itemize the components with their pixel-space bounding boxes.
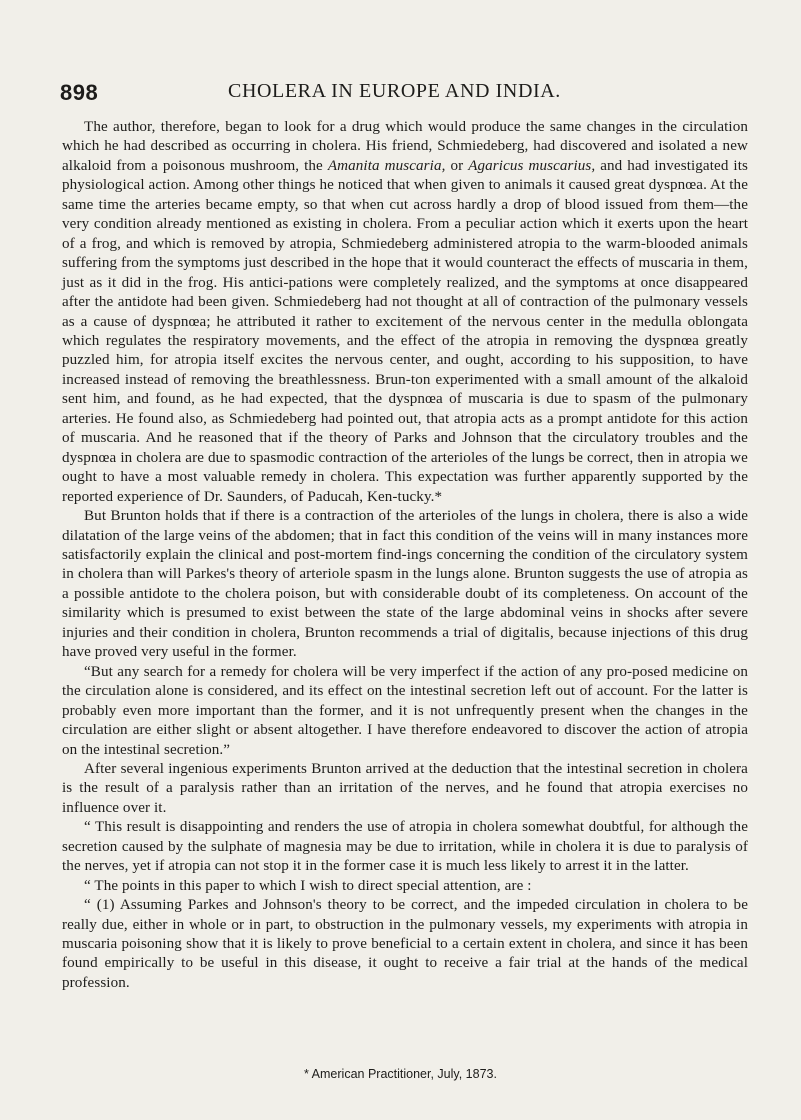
footnote: * American Practitioner, July, 1873. <box>304 1067 497 1081</box>
species-name-amanita: Amanita muscaria, <box>327 157 446 174</box>
paragraph-4: After several ingenious experiments Brunton arrived at the deduction that the intestinal secretion in cholera is the result of a paralysis rather than an irritation of the nerves, and he found that atropia exercises no influence over it. <box>62 760 748 816</box>
paragraph-3: “But any search for a remedy for cholera will be very imperfect if the action of any pro-posed medicine on the circulation alone is considered, and its effect on the intestinal secretion left out of account. For the latter is probably even more important than the former, and it is not unfrequently present when the changes in the circulation are either slight or absent altogether. I have therefore endeavored to discover the action of atropia on the intestinal secretion.” <box>62 663 748 758</box>
species-name-agaricus: Agaricus muscarius, <box>468 157 596 174</box>
paragraph-2: But Brunton holds that if there is a contraction of the arterioles of the lungs in cholera, there is also a wide dilatation of the large veins of the abdomen; that in fact this condition of the veins will in many instances more satisfactorily explain the clinical and post-mortem find-ings concerning the condition of the circulatory system in cholera than will Parkes's theory of arteriole spasm in the lungs alone. Brunton suggests the use of atropia as a possible antidote to the cholera poison, but with considerable doubt of its completeness. On account of the similarity which is presumed to exist between the state of the large abdominal veins in shocks after severe injuries and their condition in cholera, Brunton recommends a trial of digitalis, because injections of this drug have proved very useful in the former. <box>62 508 748 661</box>
paragraph-6: “ The points in this paper to which I wish to direct special attention, are : <box>84 877 532 894</box>
paragraph-7: “ (1) Assuming Parkes and Johnson's theory to be correct, and the impeded circulation in cholera to be really due, either in whole or in part, to obstruction in the pulmonary vessels, my experiments with atropia in muscaria poisoning show that it is likely to prove beneficial to a certain extent in cholera, and since it has been found empirically to be useful in this disease, it ought to receive a fair trial at the hands of the medical profession. <box>62 897 748 991</box>
paragraph-5: “ This result is disappointing and renders the use of atropia in cholera somewhat doubtful, for although the secretion caused by the sulphate of magnesia may be due to irritation, while in cholera it is due to paralysis of the nerves, yet if atropia can not stop it in the former case it is much less likely to arrest it in the latter. <box>62 819 748 875</box>
paragraph-1: The author, therefore, began to look for a drug which would produce the same changes in the circulation which he had described as occurring in cholera. His friend, Schmiedeberg, had discovered and isolated a new alkaloid from a poisonous mushroom, the Amanita muscaria, or Agaricus muscarius, and had investigated its physiological action. Among other things he noticed that when given to animals it caused great dyspnœa. At the same time the arteries became empty, so that when cut across hardly a drop of blood issued from them—the very condition already mentioned as existing in cholera. From a peculiar action which it exerts upon the heart of a frog, and which is removed by atropia, Schmiedeberg administered atropia to the warm-blooded animals suffering from the symptoms just described in the hope that it would counteract the effects of muscaria in them, just as it did in the frog. His antici-pations were completely realized, and the symptoms at once disappeared after the antidote had been given. Schmiedeberg had not thought at all of contraction of the pulmonary vessels as a cause of dyspnœa; he attributed it rather to excitement of the nervous center in the medulla oblongata which regulates the respiratory movements, and the effect of the atropia in removing the dyspnœa greatly puzzled him, for atropia itself excites the nervous center, and ought, according to his supposition, to have increased instead of removing the breathlessness. Brun-ton experimented with a small amount of the alkaloid sent him, and found, as he had expected, that the dyspnœa of muscaria is due to spasm of the pulmonary arteries. He found also, as Schmiedeberg had pointed out, that atropia acts as a prompt antidote for this action of muscaria. And he reasoned that if the theory of Parks and Johnson that the circulatory troubles and the dyspnœa in cholera are due to spasmodic contraction of the arterioles of the lungs be correct, then in atropia we ought to have a most valuable remedy in cholera. This expectation was further apparently supported by the reported experience of Dr. Saunders, of Paducah, Ken-tucky.* <box>62 119 748 505</box>
running-title: CHOLERA IN EUROPE AND INDIA. <box>228 80 561 102</box>
page-number: 898 <box>60 80 99 105</box>
body-text <box>62 118 748 993</box>
page-header <box>60 80 750 110</box>
